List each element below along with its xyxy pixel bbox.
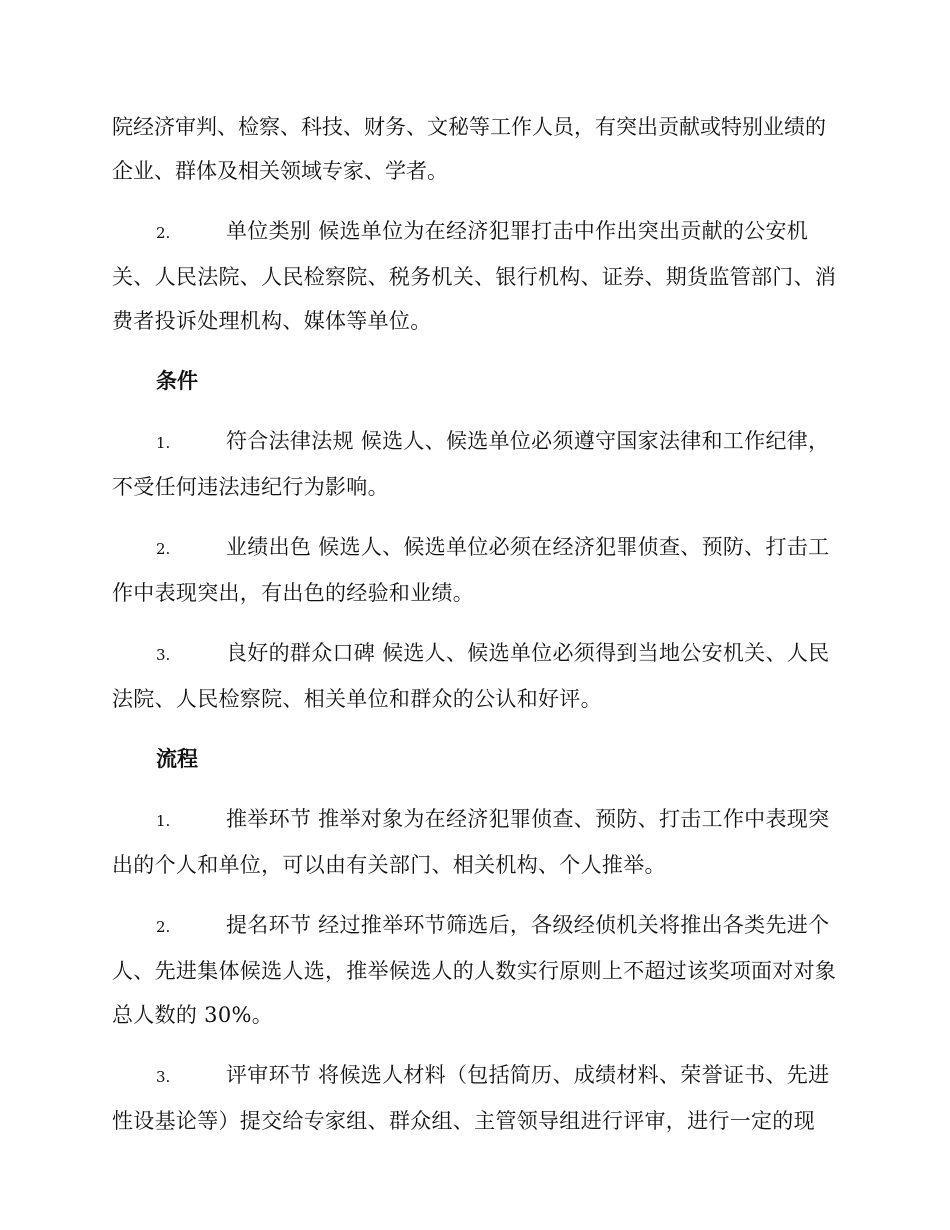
- list-number: 2.: [156, 540, 171, 558]
- section-heading-conditions: 条件: [156, 369, 198, 393]
- process-item-1: [112, 797, 842, 887]
- document-body: [112, 105, 842, 1159]
- list-item-text: 业绩出色 候选人、候选单位必须在经济犯罪侦查、预防、打击工作中表现突出，有出色的经验和业绩。: [112, 535, 830, 605]
- list-item-text: 推举环节 推举对象为在经济犯罪侦查、预防、打击工作中表现突出的个人和单位，可以由有关部门、相关机构、个人推举。: [112, 807, 830, 877]
- list-number: 3.: [156, 1068, 171, 1086]
- list-item-text: 符合法律法规 候选人、候选单位必须遵守国家法律和工作纪律，不受任何违法违纪行为影响。: [112, 429, 830, 499]
- list-number: 1.: [156, 812, 171, 830]
- conditions-item-2: [112, 525, 842, 615]
- section-heading-process: 流程: [156, 747, 198, 771]
- process-item-3: [112, 1053, 842, 1143]
- list-item-text: 良好的群众口碑 候选人、候选单位必须得到当地公安机关、人民法院、人民检察院、相关单位和群众的公认和好评。: [112, 641, 830, 711]
- list-number: 2.: [156, 918, 171, 936]
- list-item-text: 提名环节 经过推举环节筛选后，各级经侦机关将推出各类先进个人、先进集体候选人选，推举候选人的人数实行原则上不超过该奖项面对对象总人数的 30%。: [112, 913, 837, 1027]
- list-number: 3.: [156, 646, 171, 664]
- intro-paragraph: 院经济审判、检察、科技、财务、文秘等工作人员，有突出贡献或特别业绩的企业、群体及相关领域专家、学者。: [112, 115, 826, 183]
- unit-category-item: [112, 209, 842, 343]
- list-number: 1.: [156, 434, 171, 452]
- conditions-item-1: [112, 419, 842, 509]
- list-number: 2.: [156, 224, 171, 242]
- process-item-2: [112, 903, 842, 1037]
- list-item-text: 单位类别 候选单位为在经济犯罪打击中作出突出贡献的公安机关、人民法院、人民检察院、税务机关、银行机构、证券、期货监管部门、消费者投诉处理机构、媒体等单位。: [112, 219, 837, 333]
- conditions-item-3: [112, 631, 842, 721]
- list-item-text: 评审环节 将候选人材料（包括简历、成绩材料、荣誉证书、先进性设基论等）提交给专家组、群众组、主管领导组进行评审，进行一定的现: [112, 1063, 830, 1133]
